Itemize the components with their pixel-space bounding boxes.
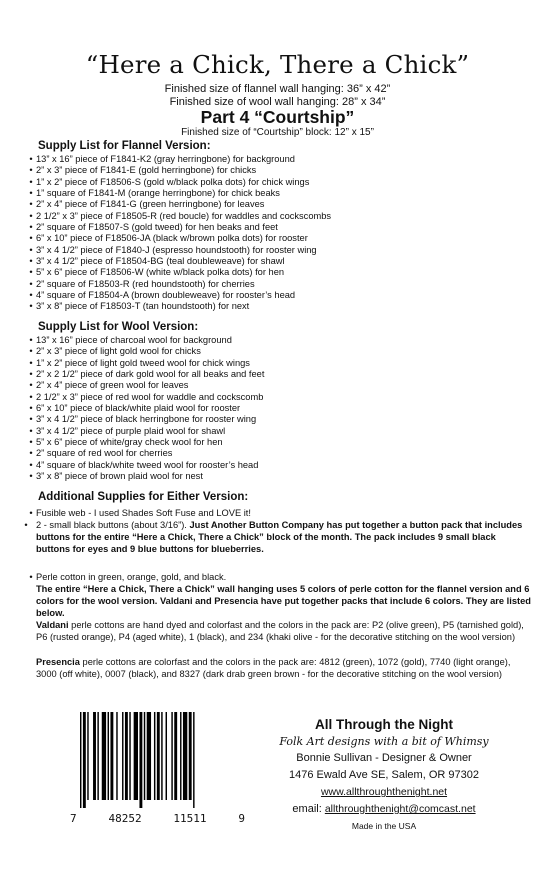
barcode-bar — [93, 712, 96, 800]
company-info — [262, 716, 506, 835]
perle-cotton-note: The entire “Here a Chick, There a Chick” wall hanging uses 5 colors of perle cotton for the flannel version and 6 colors for the wool version. Valdani and Presencia have put together packs that include 6 colors. They are listed below. — [36, 584, 531, 618]
supply-item: • 2” x 4” piece of green wool for leaves — [26, 380, 526, 391]
supply-item: • 13” x 16” piece of F1841-K2 (gray herringbone) for background — [26, 154, 526, 165]
barcode-bar — [116, 712, 117, 800]
barcode-bar — [97, 712, 98, 800]
supply-item: • 3” x 4 1/2” piece of F18504-BG (teal doubleweave) for shawl — [26, 256, 526, 267]
supply-item: • 1” square of F1841-M (orange herringbone) for chick beaks — [26, 188, 526, 199]
email-line: email: allthroughthenight@comcast.net — [292, 803, 476, 815]
bullet-icon: • — [29, 278, 33, 289]
bullet-icon: • — [29, 471, 33, 482]
supply-item: • 2” x 3” piece of light gold wool for chicks — [26, 346, 526, 357]
supply-item: • 6” x 10” piece of F18506-JA (black w/brown polka dots) for rooster — [26, 233, 526, 244]
perle-cotton-item: • Perle cotton in green, orange, gold, and black. — [29, 572, 227, 582]
bullet-icon: • — [29, 414, 33, 425]
bullet-icon: • — [29, 357, 33, 368]
bullet-icon: • — [29, 244, 33, 255]
supply-item: • 2” square of F18503-R (red houndstooth) for cherries — [26, 279, 526, 290]
address-line: 1476 Ewald Ave SE, Salem, OR 97302 — [289, 769, 479, 781]
barcode-bar — [180, 712, 181, 800]
block-finished-size: Finished size of “Courtship” block: 12” x 15” — [181, 127, 374, 138]
buttons-item: • 2 - small black buttons (about 3/16”). Just Another Button Company has put together a button pack that includes buttons for the entire “Here a Chick, There a Chick” block of the month. The pack includes 9 small black buttons for eyes and 9 blue buttons for blueberries. — [24, 520, 523, 554]
additional-supplies-heading: Additional Supplies for Either Version: — [38, 491, 249, 503]
supply-item: • 3” x 4 1/2” piece of F1840-J (espresso houndstooth) for rooster wing — [26, 245, 526, 256]
barcode-bar — [125, 712, 128, 800]
supply-item: • 2” x 4” piece of F1841-G (green herringbone) for leaves — [26, 199, 526, 210]
part-title: Part 4 “Courtship” — [200, 107, 355, 127]
pattern-title: “Here a Chick, There a Chick” — [85, 50, 470, 79]
website-link[interactable]: www.allthroughthenight.net — [320, 786, 448, 798]
bullet-icon: • — [29, 391, 33, 402]
bullet-icon: • — [29, 425, 33, 436]
barcode-bar — [166, 712, 167, 800]
wool-supply-list — [26, 335, 526, 482]
barcode-digits: 7 48252 11511 9 — [70, 812, 245, 825]
bullet-icon: • — [29, 188, 33, 199]
supply-item: • 13” x 16” piece of charcoal wool for background — [26, 335, 526, 346]
barcode-bar — [161, 712, 162, 800]
bullet-icon: • — [29, 222, 33, 233]
supply-item: • 5” x 6” piece of F18506-W (white w/black polka dots) for hen — [26, 267, 526, 278]
supply-item: • 2” x 3” piece of F1841-E (gold herringbone) for chicks — [26, 165, 526, 176]
barcode-bar — [83, 712, 86, 808]
barcode-bar — [193, 712, 194, 808]
barcode-bar — [129, 712, 130, 800]
barcode-bar — [183, 712, 187, 800]
supply-item: • 6” x 10” piece of black/white plaid wool for rooster — [26, 403, 526, 414]
supply-item: • 2” square of red wool for cherries — [26, 448, 526, 459]
supply-item: • 2” x 2 1/2” piece of dark gold wool for all beaks and feet — [26, 369, 526, 380]
wool-finished-size: Finished size of wool wall hanging: 28” x 34” — [169, 96, 386, 108]
supply-item: • 3” x 4 1/2” piece of black herringbone for rooster wing — [26, 414, 526, 425]
barcode-bar — [110, 712, 113, 800]
supply-item: • 3” x 8” piece of brown plaid wool for nest — [26, 471, 526, 482]
supply-item: • 4” square of black/white tweed wool for rooster’s head — [26, 460, 526, 471]
email-link[interactable]: allthroughthenight@comcast.net — [324, 803, 476, 815]
supply-item: • 2” square of F18507-S (gold tweed) for hen beaks and feet — [26, 222, 526, 233]
bullet-icon: • — [29, 256, 33, 267]
presencia-note: Presencia perle cottons are colorfast and the colors in the pack are: 4812 (green), 1072 (gold), 7740 (light orange), 3000 (off white), 0007 (black), and 8327 (dark drab green brown - for the decorative stitching on the wool version) — [36, 657, 511, 679]
flannel-supply-list — [26, 154, 526, 313]
valdani-note: Valdani perle cottons are hand dyed and colorfast and the colors in the pack are: P2 (olive green), P5 (tarnished gold), P6 (rusted orange), P4 (aged white), 1 (black), and 234 (khaki olive - for the decorative stitching on the wool version) — [36, 620, 524, 642]
barcode-bar — [87, 712, 88, 800]
supply-item: • 5” x 6” piece of white/gray check wool for hen — [26, 437, 526, 448]
bullet-icon: • — [29, 176, 33, 187]
bullet-icon: • — [29, 369, 33, 380]
bullet-icon: • — [29, 301, 33, 312]
supply-item: • 2 1/2” x 3” piece of red wool for waddle and cockscomb — [26, 392, 526, 403]
made-in-label: Made in the USA — [351, 821, 417, 831]
barcode-bar — [174, 712, 177, 800]
barcode-bar — [171, 712, 172, 800]
barcode-bar — [108, 712, 109, 800]
bullet-icon: • — [29, 437, 33, 448]
flannel-supply-heading: Supply List for Flannel Version: — [38, 140, 211, 152]
barcode-bar — [139, 712, 142, 808]
barcode-bar — [80, 712, 81, 808]
wool-supply-heading: Supply List for Wool Version: — [38, 321, 199, 333]
supply-item: • 1” x 2” piece of F18506-S (gold w/black polka dots) for chick wings — [26, 177, 526, 188]
bullet-icon: • — [29, 448, 33, 459]
supply-item: • 2 1/2” x 3” piece of F18505-R (red boucle) for waddles and cockscombs — [26, 211, 526, 222]
barcode-bar — [157, 712, 160, 800]
barcode-bar — [144, 712, 145, 800]
supply-item: • 3” x 4 1/2” piece of purple plaid wool for shawl — [26, 426, 526, 437]
bullet-icon: • — [29, 199, 33, 210]
bullet-icon: • — [29, 290, 33, 301]
designer-line: Bonnie Sullivan - Designer & Owner — [296, 752, 472, 764]
barcode-bar — [134, 712, 138, 800]
bullet-icon: • — [29, 165, 33, 176]
bullet-icon: • — [29, 403, 33, 414]
bullet-icon: • — [29, 210, 33, 221]
supply-item: • 3” x 8” piece of F18503-T (tan houndstooth) for next — [26, 301, 526, 312]
supply-item: • 4” square of F18504-A (brown doubleweave) for rooster’s head — [26, 290, 526, 301]
bullet-icon: • — [29, 459, 33, 470]
company-name: All Through the Night — [315, 717, 453, 732]
company-tagline: Folk Art designs with a bit of Whimsy — [279, 735, 489, 748]
bullet-icon: • — [29, 335, 33, 345]
bullet-icon: • — [29, 380, 33, 391]
barcode-bar — [147, 712, 151, 800]
bullet-icon: • — [29, 233, 33, 244]
supply-item: • 1” x 2” piece of light gold tweed wool for chick wings — [26, 358, 526, 369]
barcode-bar — [102, 712, 106, 800]
barcode-bar — [154, 712, 155, 800]
barcode-bar — [189, 712, 192, 800]
barcode-bar — [122, 712, 123, 800]
bullet-icon: • — [29, 267, 33, 278]
flannel-finished-size: Finished size of flannel wall hanging: 36” x 42” — [164, 83, 391, 95]
upc-barcode — [80, 712, 230, 808]
bullet-icon: • — [29, 154, 33, 164]
fusible-web-item: • Fusible web - I used Shades Soft Fuse and LOVE it! — [29, 508, 251, 518]
bullet-icon: • — [29, 346, 33, 357]
